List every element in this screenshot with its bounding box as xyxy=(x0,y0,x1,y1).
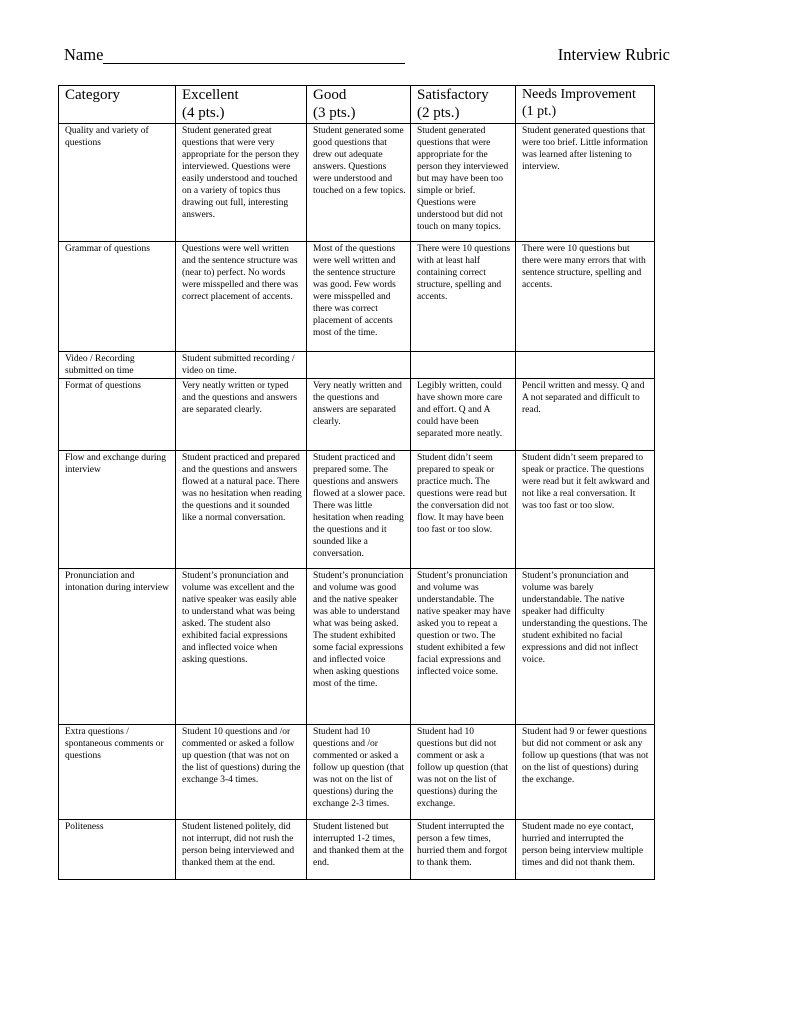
needs-improvement-cell xyxy=(516,352,655,379)
satisfactory-cell: Student had 10 questions but did not comment or ask a follow up question (that was not on the list of questions) during the exchange. xyxy=(411,725,516,820)
excellent-cell: Questions were well written and the sentence structure was (near to) perfect. No words were misspelled and there was correct placement of accents. xyxy=(176,242,307,352)
excellent-cell: Student submitted recording / video on time. xyxy=(176,352,307,379)
needs-improvement-cell: Student’s pronunciation and volume was barely understandable. The native speaker had difficulty understanding the questions. The student exhibited no facial expressions and did not inflect voice. xyxy=(516,569,655,725)
needs-improvement-cell: Student made no eye contact, hurried and interrupted the person being interview multiple times and did not thank them. xyxy=(516,820,655,880)
header-good-points: (3 pts.) xyxy=(313,104,356,121)
excellent-cell: Student’s pronunciation and volume was excellent and the native speaker was easily able to understand what was being asked. The student also exhibited facial expressions and inflected voice when asking questions. xyxy=(176,569,307,725)
header-excellent-label: Excellent xyxy=(182,87,239,103)
satisfactory-cell: Student’s pronunciation and volume was understandable. The native speaker may have asked you to repeat a question or two. The student exhibited a few facial expressions and inflected voice some. xyxy=(411,569,516,725)
satisfactory-cell: Legibly written, could have shown more care and effort. Q and A could have been separated more neatly. xyxy=(411,379,516,451)
good-cell: Student had 10 questions and /or commented or asked a follow up question (that was not on the list of questions) during the exchange 2-3 times. xyxy=(307,725,411,820)
category-cell: Quality and variety of questions xyxy=(59,124,176,242)
excellent-cell: Student practiced and prepared and the questions and answers flowed at a natural pace. There was no hesitation when reading the questions and it sounded like a normal conversation. xyxy=(176,451,307,569)
needs-improvement-cell: There were 10 questions but there were many errors that with sentence structure, spelling and accents. xyxy=(516,242,655,352)
table-row xyxy=(59,379,655,451)
good-cell: Very neatly written and the questions and answers are separated clearly. xyxy=(307,379,411,451)
category-cell: Flow and exchange during interview xyxy=(59,451,176,569)
good-cell: Student practiced and prepared some. The questions and answers flowed at a slower pace. There was little hesitation when reading the questions and it sounded like a conversation. xyxy=(307,451,411,569)
category-cell: Grammar of questions xyxy=(59,242,176,352)
page-header xyxy=(64,45,670,67)
header-satisfactory-label: Satisfactory xyxy=(417,87,489,103)
header-category xyxy=(59,86,176,124)
header-excellent xyxy=(176,86,307,124)
good-cell: Student listened but interrupted 1-2 times, and thanked them at the end. xyxy=(307,820,411,880)
document-title: Interview Rubric xyxy=(557,45,670,64)
category-cell: Politeness xyxy=(59,820,176,880)
name-label: Name xyxy=(64,45,104,64)
category-cell: Video / Recording submitted on time xyxy=(59,352,176,379)
satisfactory-cell: There were 10 questions with at least half containing correct structure, spelling and accents. xyxy=(411,242,516,352)
header-needs-improvement xyxy=(516,86,655,124)
rubric-table xyxy=(58,85,655,880)
satisfactory-cell: Student generated questions that were appropriate for the person they interviewed but may have been too simple or brief. Questions were understood but did not touch on many topics. xyxy=(411,124,516,242)
good-cell: Student generated some good questions that drew out adequate answers. Questions were understood and touched on a few topics. xyxy=(307,124,411,242)
header-row xyxy=(59,86,655,124)
table-row xyxy=(59,725,655,820)
header-needs-improvement-label: Needs Improvement xyxy=(522,87,636,102)
excellent-cell: Student listened politely, did not interrupt, did not rush the person being interviewed and thanked them at the end. xyxy=(176,820,307,880)
header-good-label: Good xyxy=(313,87,347,103)
table-row xyxy=(59,820,655,880)
needs-improvement-cell: Student had 9 or fewer questions but did not comment or ask any follow up questions (that was not on the list of questions) during the exchange. xyxy=(516,725,655,820)
excellent-cell: Student generated great questions that were very appropriate for the person they interviewed. Questions were easily understood and touched on a variety of topics thus drawing out full, interesting answers. xyxy=(176,124,307,242)
good-cell xyxy=(307,352,411,379)
category-cell: Pronunciation and intonation during interview xyxy=(59,569,176,725)
satisfactory-cell: Student didn’t seem prepared to speak or practice much. The questions were read but the conversation did not flow. It may have been too fast or too slow. xyxy=(411,451,516,569)
header-category-label: Category xyxy=(65,87,120,103)
excellent-cell: Very neatly written or typed and the questions and answers are separated clearly. xyxy=(176,379,307,451)
table-row xyxy=(59,352,655,379)
table-row xyxy=(59,124,655,242)
needs-improvement-cell: Student generated questions that were too brief. Little information was learned after listening to interview. xyxy=(516,124,655,242)
name-blank-line xyxy=(103,63,405,64)
excellent-cell: Student 10 questions and /or commented or asked a follow up question (that was not on the list of questions) during the exchange 3-4 times. xyxy=(176,725,307,820)
header-good xyxy=(307,86,411,124)
table-row xyxy=(59,569,655,725)
header-needs-improvement-points: (1 pt.) xyxy=(522,103,557,119)
header-satisfactory-points: (2 pts.) xyxy=(417,104,460,121)
needs-improvement-cell: Pencil written and messy. Q and A not separated and difficult to read. xyxy=(516,379,655,451)
table-row xyxy=(59,242,655,352)
category-cell: Extra questions / spontaneous comments or questions xyxy=(59,725,176,820)
satisfactory-cell: Student interrupted the person a few times, hurried them and forgot to thank them. xyxy=(411,820,516,880)
needs-improvement-cell: Student didn’t seem prepared to speak or practice. The questions were read but it felt awkward and not like a real conversation. It was too fast or too slow. xyxy=(516,451,655,569)
table-row xyxy=(59,451,655,569)
category-cell: Format of questions xyxy=(59,379,176,451)
header-satisfactory xyxy=(411,86,516,124)
good-cell: Most of the questions were well written and the sentence structure was good. Few words were misspelled and there was correct placement of accents most of the time. xyxy=(307,242,411,352)
header-excellent-points: (4 pts.) xyxy=(182,104,225,121)
good-cell: Student’s pronunciation and volume was good and the native speaker was able to understand what was being asked. The student exhibited some facial expressions and inflected voice when asking questions most of the time. xyxy=(307,569,411,725)
satisfactory-cell xyxy=(411,352,516,379)
